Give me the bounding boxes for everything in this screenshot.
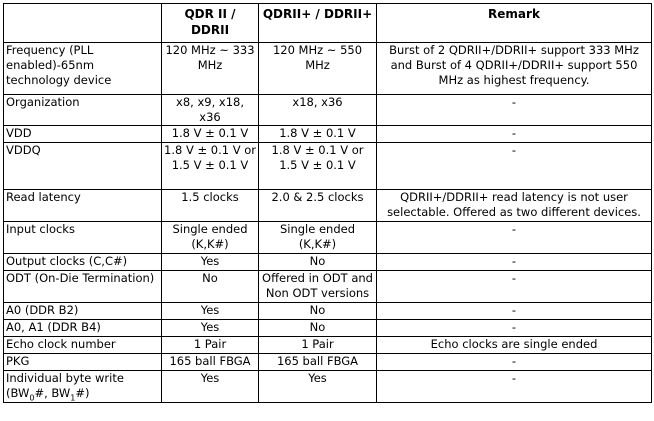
table-row [4,320,652,337]
header-remark: Remark [377,4,652,43]
row-qdr2-value: x8, x9, x18, x36 [162,95,259,126]
row-qdr2-value: 1 Pair [162,337,259,354]
row-parameter: Echo clock number [4,337,162,354]
row-parameter: Output clocks (C,C#) [4,254,162,271]
param-text-mid: #, BW [34,386,71,400]
header-qdr2: QDR II / DDRII [162,4,259,43]
row-qdr2-value: 1.5 clocks [162,190,259,222]
table-row [4,337,652,354]
row-qdr2plus-value: x18, x36 [259,95,377,126]
table-row [4,95,652,126]
row-qdr2plus-value: No [259,303,377,320]
table-row [4,126,652,143]
row-remark: - [377,254,652,271]
row-remark: - [377,371,652,403]
row-qdr2-value: Yes [162,320,259,337]
table-row [4,190,652,222]
row-qdr2-value: 165 ball FBGA [162,354,259,371]
table-row [4,371,652,403]
row-parameter: PKG [4,354,162,371]
row-parameter [4,371,162,403]
table-row [4,43,652,95]
row-parameter: VDDQ [4,143,162,190]
row-parameter: A0 (DDR B2) [4,303,162,320]
table-row [4,143,652,190]
table-row [4,354,652,371]
row-qdr2plus-value: Single ended (K,K#) [259,222,377,254]
row-parameter: Input clocks [4,222,162,254]
row-parameter: Organization [4,95,162,126]
row-qdr2-value: Single ended (K,K#) [162,222,259,254]
row-qdr2plus-value: 1.8 V ± 0.1 V [259,126,377,143]
header-parameter [4,4,162,43]
row-qdr2plus-value: No [259,254,377,271]
row-qdr2-value: Yes [162,371,259,403]
row-qdr2plus-value: 120 MHz ~ 550 MHz [259,43,377,95]
row-qdr2-value: 1.8 V ± 0.1 V or 1.5 V ± 0.1 V [162,143,259,190]
row-remark: - [377,222,652,254]
row-remark: - [377,303,652,320]
row-remark: Echo clocks are single ended [377,337,652,354]
comparison-table [3,3,652,403]
row-remark: - [377,320,652,337]
row-parameter: ODT (On-Die Termination) [4,271,162,303]
header-qdr2plus: QDRII+ / DDRII+ [259,4,377,43]
row-qdr2-value: 1.8 V ± 0.1 V [162,126,259,143]
row-parameter: Read latency [4,190,162,222]
row-qdr2plus-value: 1 Pair [259,337,377,354]
row-remark: - [377,354,652,371]
row-parameter: Frequency (PLL enabled)-65nm technology device [4,43,162,95]
row-remark: - [377,143,652,190]
param-text-suffix: #) [75,386,90,400]
row-qdr2plus-value: 165 ball FBGA [259,354,377,371]
table-row [4,222,652,254]
header-row [4,4,652,43]
row-qdr2-value: Yes [162,303,259,320]
row-remark: - [377,95,652,126]
row-qdr2plus-value: Offered in ODT and Non ODT versions [259,271,377,303]
row-parameter: VDD [4,126,162,143]
row-qdr2plus-value: Yes [259,371,377,403]
table-row [4,254,652,271]
table-row [4,303,652,320]
param-subscript-1: 1 [70,393,76,403]
row-remark: - [377,271,652,303]
row-remark: - [377,126,652,143]
row-qdr2plus-value: No [259,320,377,337]
table-row [4,271,652,303]
row-qdr2-value: No [162,271,259,303]
row-remark: QDRII+/DDRII+ read latency is not user selectable. Offered as two different devices. [377,190,652,222]
row-qdr2plus-value: 2.0 & 2.5 clocks [259,190,377,222]
param-subscript-0: 0 [29,393,35,403]
row-qdr2plus-value: 1.8 V ± 0.1 V or 1.5 V ± 0.1 V [259,143,377,190]
row-remark: Burst of 2 QDRII+/DDRII+ support 333 MHz and Burst of 4 QDRII+/DDRII+ support 550 MHz as highest frequency. [377,43,652,95]
row-parameter: A0, A1 (DDR B4) [4,320,162,337]
row-qdr2-value: 120 MHz ~ 333 MHz [162,43,259,95]
param-text-prefix: Individual byte write (BW [6,371,124,400]
row-qdr2-value: Yes [162,254,259,271]
